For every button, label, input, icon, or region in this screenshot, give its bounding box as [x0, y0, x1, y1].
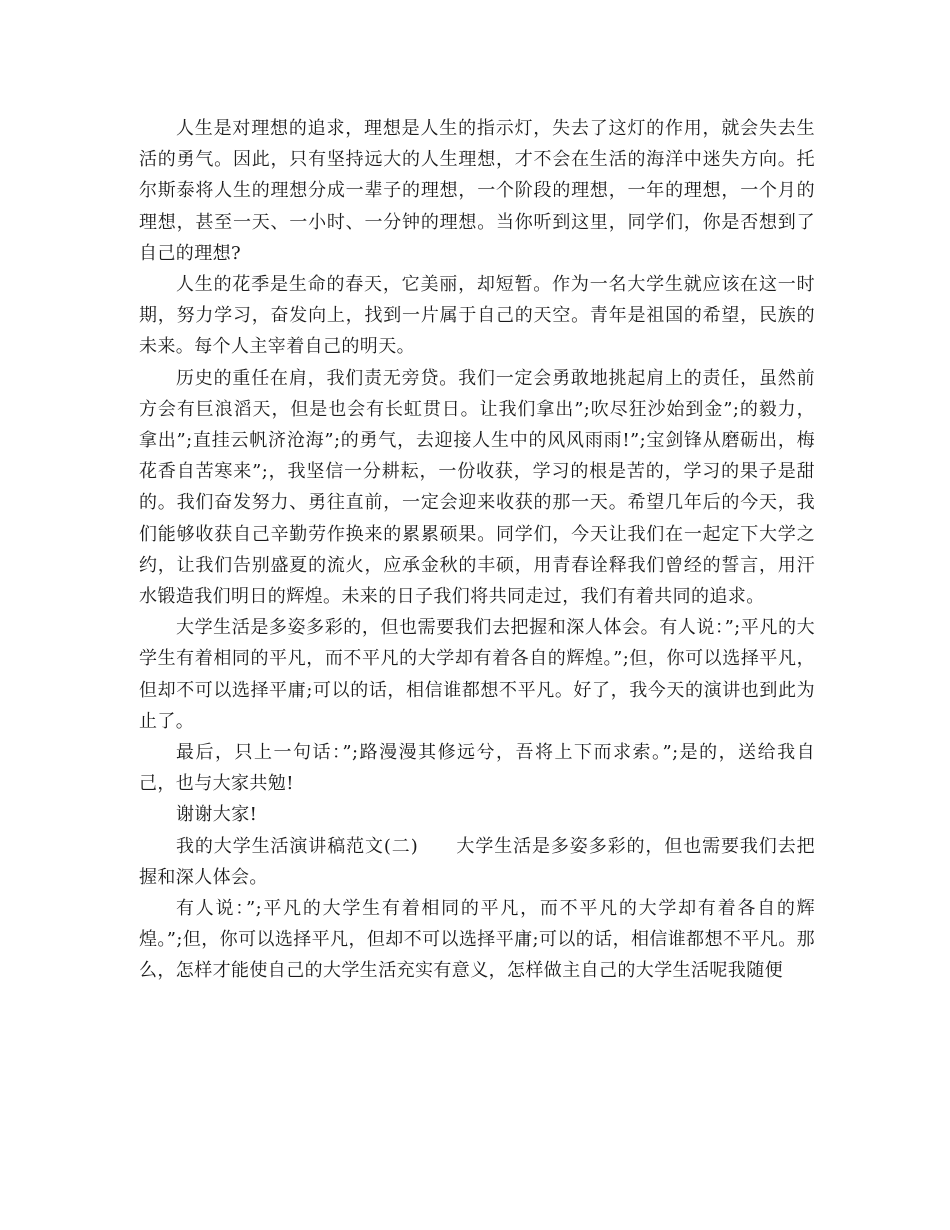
- paragraph-8: 有人说：”;平凡的大学生有着相同的平凡，而不平凡的大学却有着各自的辉煌。”;但，你可以选择平凡，但却不可以选择平庸;可以的话，相信谁都想不平凡。那么，怎样才能使自己的大学生活充实有意义，怎样做主自己的大学生活呢我随便: [139, 898, 815, 982]
- paragraph-1: 人生是对理想的追求，理想是人生的指示灯，失去了这灯的作用，就会失去生活的勇气。因此，只有坚持远大的人生理想，才不会在生活的海洋中迷失方向。托尔斯泰将人生的理想分成一辈子的理想，一个阶段的理想，一年的理想，一个月的理想，甚至一天、一小时、一分钟的理想。当你听到这里，同学们，你是否想到了自己的理想?: [139, 118, 815, 264]
- paragraph-7: 我的大学生活演讲稿范文(二) 大学生活是多姿多彩的，但也需要我们去把握和深人体会。: [139, 835, 815, 888]
- paragraph-2: 人生的花季是生命的春天，它美丽，却短暂。作为一名大学生就应该在这一时期，努力学习，奋发向上，找到一片属于自己的天空。青年是祖国的希望，民族的未来。每个人主宰着自己的明天。: [139, 274, 815, 358]
- paragraph-4: 大学生活是多姿多彩的，但也需要我们去把握和深人体会。有人说：”;平凡的大学生有着相同的平凡，而不平凡的大学却有着各自的辉煌。”;但，你可以选择平凡，但却不可以选择平庸;可以的话，相信谁都想不平凡。好了，我今天的演讲也到此为止了。: [139, 617, 815, 732]
- document-body: [139, 113, 815, 987]
- paragraph-3: 历史的重任在肩，我们责无旁贷。我们一定会勇敢地挑起肩上的责任，虽然前方会有巨浪滔天，但是也会有长虹贯日。让我们拿出”;吹尽狂沙始到金”;的毅力，拿出”;直挂云帆济沧海”;的勇气，去迎接人生中的风风雨雨!”;宝剑锋从磨砺出，梅花香自苦寒来”;，我坚信一分耕耘，一份收获，学习的根是苦的，学习的果子是甜的。我们奋发努力、勇往直前，一定会迎来收获的那一天。希望几年后的今天，我们能够收获自己辛勤劳作换来的累累硕果。同学们，今天让我们在一起定下大学之约，让我们告别盛夏的流火，应承金秋的丰硕，用青春诠释我们曾经的誓言，用汗水锻造我们明日的辉煌。未来的日子我们将共同走过，我们有着共同的追求。: [139, 367, 815, 608]
- paragraph-5: 最后，只上一句话：”;路漫漫其修远兮，吾将上下而求索。”;是的，送给我自己，也与大家共勉!: [139, 742, 815, 795]
- paragraph-6: 谢谢大家!: [176, 804, 258, 826]
